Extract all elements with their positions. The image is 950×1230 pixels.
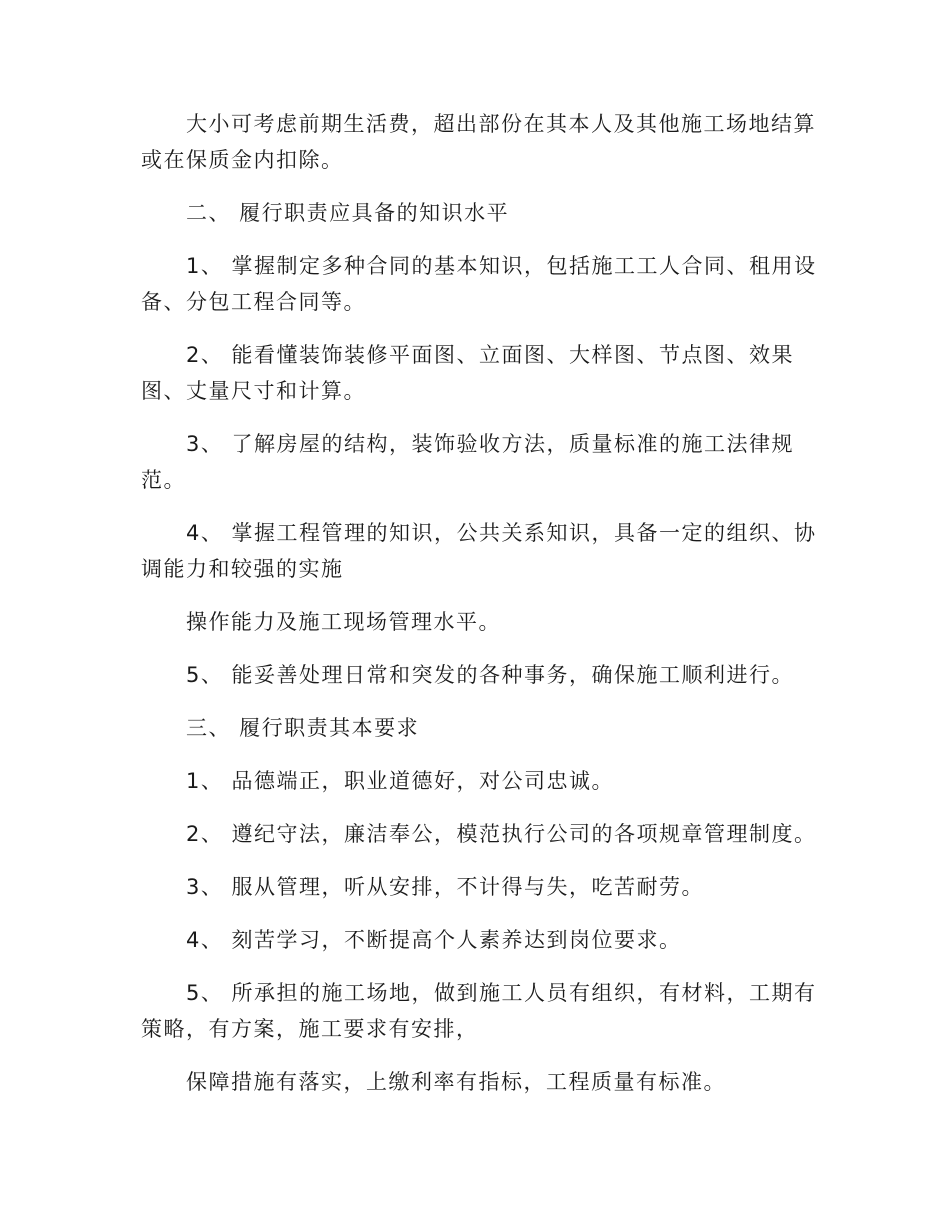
paragraph-line: 保障措施有落实，上缴利率有指标，工程质量有标准。 — [186, 1070, 726, 1094]
paragraph-line: 5、 能妥善处理日常和突发的各种事务，确保施工顺利进行。 — [186, 663, 795, 687]
paragraph-line: 范。 — [141, 468, 186, 492]
paragraph-line: 1、 掌握制定多种合同的基本知识，包括施工工人合同、租用设 — [186, 254, 817, 278]
list-item-structure — [141, 426, 801, 498]
paragraph-line: 策略，有方案，施工要求有安排， — [141, 1017, 479, 1041]
list-item-contracts — [141, 248, 817, 320]
section-heading-knowledge — [141, 195, 801, 231]
section-heading: 三、 履行职责其本要求 — [186, 716, 420, 740]
paragraph-line: 或在保质金内扣除。 — [141, 148, 344, 172]
paragraph-operation-ability — [141, 604, 801, 640]
paragraph-line: 1、 品德端正，职业道德好，对公司忠诚。 — [186, 769, 615, 793]
paragraph-line: 2、 能看懂装饰装修平面图、立面图、大样图、节点图、效果 — [186, 343, 795, 367]
list-item-obedience — [141, 869, 801, 905]
section-heading: 二、 履行职责应具备的知识水平 — [186, 201, 510, 225]
paragraph-line: 4、 刻苦学习，不断提高个人素养达到岗位要求。 — [186, 928, 682, 952]
paragraph-line: 2、 遵纪守法，廉洁奉公，模范执行公司的各项规章管理制度。 — [186, 822, 817, 846]
list-item-management — [141, 515, 817, 587]
paragraph-line: 调能力和较强的实施 — [141, 557, 344, 581]
list-item-drawings — [141, 337, 801, 409]
paragraph-line: 操作能力及施工现场管理水平。 — [186, 610, 501, 634]
paragraph-line: 3、 了解房屋的结构，装饰验收方法，质量标准的施工法律规 — [186, 432, 795, 456]
document-body — [141, 106, 817, 1100]
paragraph-line: 备、分包工程合同等。 — [141, 290, 366, 314]
list-item-affairs — [141, 657, 801, 693]
paragraph-line: 4、 掌握工程管理的知识，公共关系知识，具备一定的组织、协 — [186, 521, 817, 545]
paragraph-line: 大小可考虑前期生活费，超出部份在其本人及其他施工场地结算 — [186, 112, 816, 136]
section-heading-requirements — [141, 710, 801, 746]
list-item-morality — [141, 763, 801, 799]
paragraph-line: 图、丈量尺寸和计算。 — [141, 379, 366, 403]
paragraph-line: 3、 服从管理，听从安排，不计得与失，吃苦耐劳。 — [186, 875, 705, 899]
paragraph-living-expenses — [141, 106, 816, 178]
list-item-discipline — [141, 816, 817, 852]
paragraph-safeguards — [141, 1064, 801, 1100]
list-item-site — [141, 975, 817, 1047]
paragraph-line: 5、 所承担的施工场地，做到施工人员有组织，有材料，工期有 — [186, 981, 817, 1005]
list-item-study — [141, 922, 801, 958]
